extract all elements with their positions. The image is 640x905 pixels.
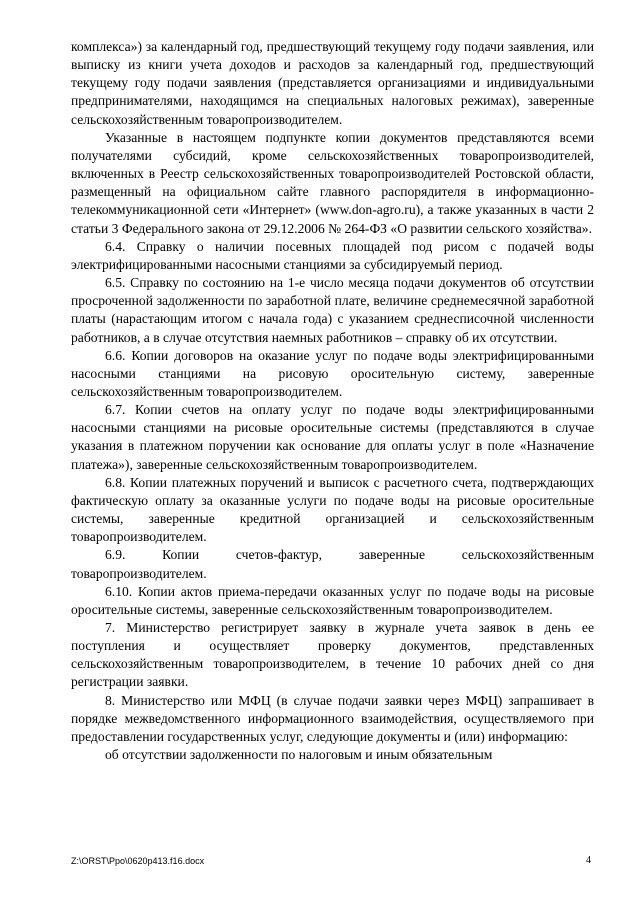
paragraph-8: 8. Министерство или МФЦ (в случае подачи заявки через МФЦ) запрашивает в порядке межведомственного информационного взаимодействия, осуществляемого при предоставлении государственных услуг, следующие документы и (или) информацию: [71, 692, 594, 744]
paragraph-6-5: 6.5. Справку по состоянию на 1-е число месяца подачи документов об отсутствии просроченной задолженности по заработной плате, величине среднемесячной заработной платы (нарастающим итогом с начала года) с указанием среднесписочной численности работников, а в случае отсутствия наемных работников – справку об их отсутствии. [71, 275, 594, 345]
paragraph-6-4: 6.4. Справку о наличии посевных площадей под рисом с подачей воды электрифицированными насосными станциями за субсидируемый период. [71, 238, 594, 272]
paragraph-6-7: 6.7. Копии счетов на оплату услуг по подаче воды электрифицированными насосными станциями на рисовые оросительные системы (представляются в случае указания в платежном поручении как основание для оплаты услуг в поле «Назначение платежа»), заверенные сельскохозяйственным товаропроизводителем. [71, 402, 594, 472]
paragraph-copies-note: Указанные в настоящем подпункте копии документов представляются всеми получателями субсидий, кроме сельскохозяйственных товаропроизводителей, включенных в Реестр сельскохозяйственных товаропроизводителей Ростовской области, размещенный на официальном сайте главного распорядителя в информационно-телекоммуникационной сети «Интернет» (www.don-agro.ru), а также указанных в части 2 статьи 3 Федерального закона от 29.12.2006 № 264-ФЗ «О развитии сельского хозяйства». [71, 129, 594, 236]
footer-file-path: Z:\ORST\Ppo\0620p413.f16.docx [71, 856, 205, 866]
document-body [71, 38, 594, 764]
paragraph-continuation: комплекса») за календарный год, предшествующий текущему году подачи заявления, или выписку из книги учета доходов и расходов за календарный год, предшествующий текущему году подачи заявления (представляется организациями и индивидуальными предпринимателями, находящимся на специальных налоговых режимах), заверенные сельскохозяйственным товаропроизводителем. [71, 39, 594, 127]
paragraph-6-10: 6.10. Копии актов приема-передачи оказанных услуг по подаче воды на рисовые оросительные системы, заверенные сельскохозяйственным товаропроизводителем. [71, 583, 594, 617]
paragraph-7: 7. Министерство регистрирует заявку в журнале учета заявок в день ее поступления и осуществляет проверку документов, представленных сельскохозяйственным товаропроизводителем, в течение 10 рабочих дней со дня регистрации заявки. [71, 620, 594, 690]
paragraph-6-8: 6.8. Копии платежных поручений и выписок с расчетного счета, подтверждающих фактическую оплату за оказанные услуги по подаче воды на рисовые оросительные системы, заверенные кредитной организацией и сельскохозяйственным товаропроизводителем. [71, 474, 594, 545]
paragraph-8-item: об отсутствии задолженности по налоговым и иным обязательным [105, 747, 493, 763]
paragraph-6-9: 6.9. Копии счетов-фактур, заверенные сельскохозяйственным товаропроизводителем. [71, 547, 594, 581]
page-number: 4 [586, 855, 591, 866]
paragraph-6-6: 6.6. Копии договоров на оказание услуг по подаче воды электрифицированными насосными станциями на рисовую оросительную систему, заверенные сельскохозяйственным товаропроизводителем. [71, 347, 594, 399]
